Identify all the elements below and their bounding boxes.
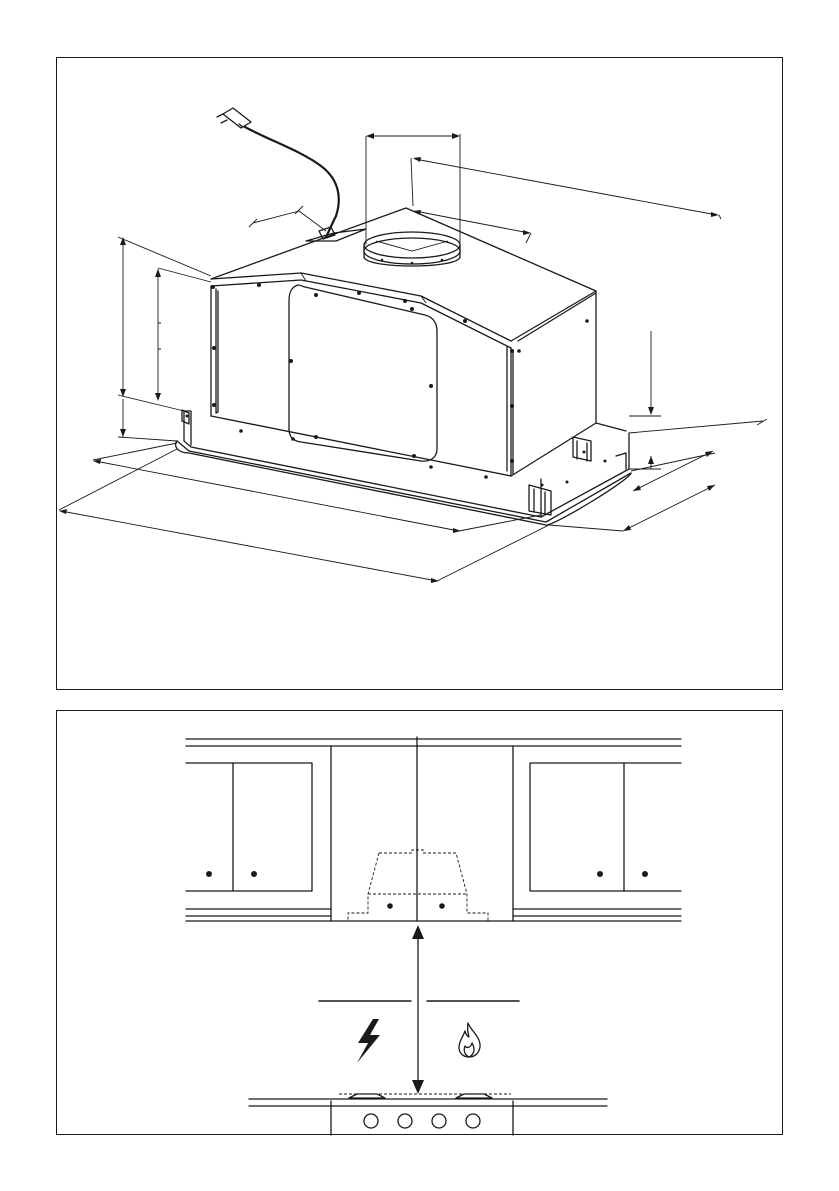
hood-side-face — [511, 291, 596, 476]
clearance-arrow — [412, 925, 424, 1094]
cord-bracket — [306, 229, 366, 241]
cabinet-knob — [206, 871, 212, 877]
lightning-bolt-icon — [357, 1019, 380, 1063]
power-cord — [245, 127, 339, 237]
hood-dimension-panel — [56, 57, 783, 690]
hood-dashed-outline — [348, 850, 488, 921]
hood-front-face — [211, 285, 513, 476]
cabinet-knob — [597, 871, 603, 877]
installation-elevation-drawing — [57, 711, 784, 1136]
installation-clearance-panel — [56, 710, 783, 1135]
hood-isometric-drawing — [57, 58, 784, 691]
cooktop — [249, 1094, 607, 1135]
cabinet-knob — [251, 871, 257, 877]
dimension-lines — [59, 133, 767, 583]
power-plug-icon — [217, 108, 251, 128]
cooktop-knob — [364, 1114, 378, 1128]
left-cabinet — [186, 763, 331, 916]
outlet-collar — [364, 232, 460, 266]
hood-top-surface — [211, 208, 596, 348]
front-screws — [211, 283, 514, 479]
cooktop-knob — [466, 1114, 480, 1128]
bottom-frame — [176, 410, 632, 525]
right-cabinet — [513, 763, 681, 916]
cooktop-knob — [432, 1114, 446, 1128]
cooktop-knob — [398, 1114, 412, 1128]
gas-flame-icon — [459, 1023, 480, 1057]
cabinet-knob — [642, 871, 648, 877]
